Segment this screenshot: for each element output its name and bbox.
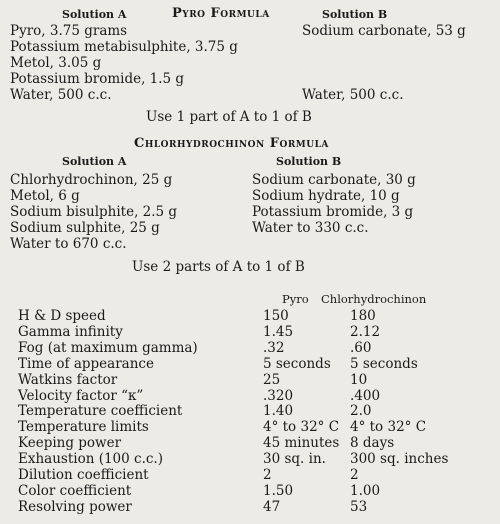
table-row	[18, 435, 488, 451]
chlor-solution-b-list	[252, 172, 416, 236]
table-row	[18, 308, 488, 324]
table-cell-pyro: .32	[263, 339, 285, 356]
table-row	[18, 403, 488, 419]
table-row-label: Time of appearance	[18, 355, 154, 372]
chlor-solution-b-label: Solution B	[276, 155, 342, 168]
table-cell-chlor: 8 days	[350, 435, 395, 452]
table-cell-pyro: 4° to 32° C	[263, 419, 340, 436]
chlor-solution-a-label: Solution A	[62, 155, 127, 168]
chlor-solution-a-item: Chlorhydrochinon, 25 g	[10, 172, 173, 188]
table-header-chlor: Chlorhydrochinon	[321, 292, 427, 306]
table-row-label: Watkins factor	[18, 371, 118, 388]
pyro-solution-a-item: Potassium metabisulphite, 3.75 g	[10, 39, 238, 55]
pyro-solution-a-item: Metol, 3.05 g	[10, 55, 102, 71]
pyro-usage-note: Use 1 part of A to 1 of B	[146, 109, 312, 125]
table-cell-pyro: .320	[263, 387, 294, 404]
table-cell-pyro: 1.45	[263, 323, 294, 340]
table-cell-pyro: 25	[263, 371, 281, 388]
table-cell-chlor: 10	[350, 371, 368, 388]
chlor-solution-b-item: Sodium hydrate, 10 g	[252, 188, 400, 204]
pyro-solution-a-item: Water, 500 c.c.	[10, 87, 112, 103]
table-row	[18, 372, 488, 388]
chlor-solution-a-item: Water to 670 c.c.	[10, 236, 127, 252]
table-cell-pyro: 2	[263, 467, 272, 483]
table-row-label: Velocity factor “κ”	[18, 387, 144, 404]
table-cell-chlor: .400	[350, 387, 381, 404]
table-cell-pyro: 47	[263, 498, 281, 515]
pyro-solution-b-item: Water, 500 c.c.	[302, 87, 404, 103]
pyro-solution-b-label: Solution B	[322, 8, 388, 21]
table-row-label: Temperature coefficient	[18, 403, 183, 420]
table-cell-pyro: 30 sq. in.	[263, 451, 326, 468]
table-row-label: Temperature limits	[18, 419, 149, 436]
table-row	[18, 419, 488, 435]
table-row-label: Keeping power	[18, 435, 122, 452]
table-row-label: Dilution coefficient	[18, 467, 149, 483]
table-row-label: Resolving power	[18, 498, 132, 515]
table-row	[18, 467, 488, 483]
table-row	[18, 324, 488, 340]
table-row	[18, 356, 488, 372]
table-cell-pyro: 45 minutes	[263, 435, 340, 452]
table-cell-chlor: 53	[350, 498, 368, 515]
pyro-solution-a-item: Pyro, 3.75 grams	[10, 23, 128, 39]
pyro-solution-a-list	[10, 23, 238, 103]
table-row-label: Color coefficient	[18, 482, 132, 499]
table-row	[18, 483, 488, 499]
table-cell-chlor: 2	[350, 467, 359, 483]
table-header-pyro: Pyro	[282, 292, 309, 306]
table-row-label: H & D speed	[18, 308, 106, 324]
pyro-solution-a-label: Solution A	[62, 8, 127, 21]
table-cell-chlor: 5 seconds	[350, 355, 418, 372]
table-cell-chlor: 2.12	[350, 323, 381, 340]
table-cell-chlor: 1.00	[350, 482, 381, 499]
chlor-solution-b-item: Potassium bromide, 3 g	[252, 204, 414, 220]
table-row-label: Fog (at maximum gamma)	[18, 339, 198, 356]
chlor-usage-note: Use 2 parts of A to 1 of B	[132, 259, 305, 275]
table-cell-chlor: 4° to 32° C	[350, 419, 427, 436]
table-cell-chlor: 2.0	[350, 403, 372, 420]
pyro-solution-b-item: Sodium carbonate, 53 g	[302, 23, 466, 39]
chlor-formula-title: Chlorhydrochinon Formula	[134, 136, 329, 151]
chlor-solution-a-item: Metol, 6 g	[10, 188, 80, 204]
table-cell-pyro: 150	[263, 308, 289, 324]
table-row	[18, 388, 488, 404]
chlor-solution-b-item: Water to 330 c.c.	[252, 220, 369, 236]
table-cell-pyro: 1.50	[263, 482, 294, 499]
table-cell-chlor: 180	[350, 308, 376, 324]
chlor-solution-a-item: Sodium sulphite, 25 g	[10, 220, 160, 236]
table-row	[18, 451, 488, 467]
table-cell-chlor: 300 sq. inches	[350, 451, 449, 468]
table-row	[18, 340, 488, 356]
table-cell-pyro: 5 seconds	[263, 355, 331, 372]
chlor-solution-a-item: Sodium bisulphite, 2.5 g	[10, 204, 178, 220]
pyro-formula-title: Pyro Formula	[172, 6, 270, 21]
table-row-label: Gamma infinity	[18, 323, 123, 340]
pyro-solution-a-item: Potassium bromide, 1.5 g	[10, 71, 185, 87]
table-row-label: Exhaustion (100 c.c.)	[18, 451, 163, 468]
table-cell-chlor: .60	[350, 339, 372, 356]
chlor-solution-a-list	[10, 172, 177, 252]
table-row	[18, 499, 488, 515]
chlor-solution-b-item: Sodium carbonate, 30 g	[252, 172, 416, 188]
table-cell-pyro: 1.40	[263, 403, 294, 420]
